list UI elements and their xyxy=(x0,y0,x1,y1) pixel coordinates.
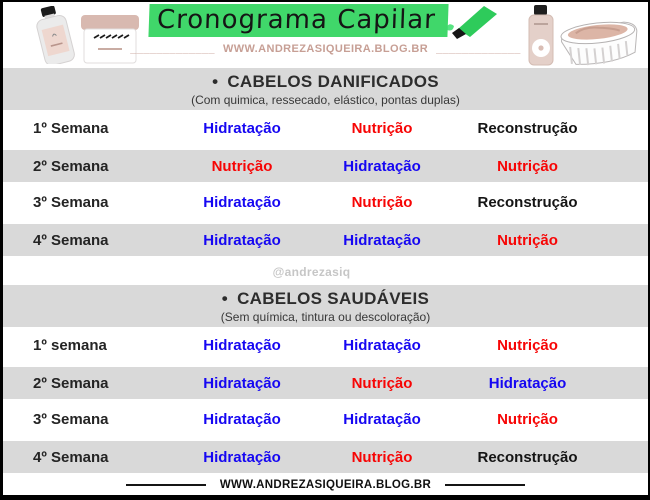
treatment-cell: Hidratação xyxy=(203,411,281,428)
page-title: Cronograma Capilar xyxy=(148,4,448,37)
week-label: 1º semana xyxy=(33,337,107,354)
table-row xyxy=(3,438,648,475)
treatment-cell: Hidratação xyxy=(343,231,421,249)
table-row xyxy=(3,221,648,258)
week-label: 4º Semana xyxy=(33,448,109,466)
treatment-cell: Hidratação xyxy=(203,448,281,466)
week-label: 2º Semana xyxy=(33,157,109,175)
treatment-cell: Hidratação xyxy=(343,337,421,354)
bullet-icon: • xyxy=(212,72,219,91)
top-blog-url-line xyxy=(3,43,648,55)
footer xyxy=(3,475,648,495)
table-row xyxy=(3,110,648,147)
treatment-cell: Reconstrução xyxy=(477,194,578,211)
treatment-cell: Nutrição xyxy=(497,231,558,249)
header xyxy=(3,2,648,68)
treatment-cell: Reconstrução xyxy=(477,120,578,137)
decorative-underscore-line: _____________ xyxy=(436,43,521,55)
section-title: • CABELOS SAUDÁVEIS xyxy=(221,289,430,308)
table-row xyxy=(3,364,648,401)
title-block xyxy=(3,4,648,55)
treatment-cell: Reconstrução xyxy=(477,448,578,466)
blog-url-bottom: WWW.ANDREZASIQUEIRA.BLOG.BR xyxy=(219,479,432,491)
section-header-saudaveis xyxy=(3,285,648,327)
week-label: 4º Semana xyxy=(33,231,109,249)
week-label: 2º Semana xyxy=(33,374,109,392)
treatment-cell: Nutrição xyxy=(497,411,558,428)
treatment-cell: Nutrição xyxy=(211,157,273,175)
section-subtitle: (Com quimica, ressecado, elástico, pontas duplas) xyxy=(191,93,460,107)
week-label: 1º Semana xyxy=(33,120,109,137)
treatment-cell: Hidratação xyxy=(203,337,281,354)
treatment-cell: Hidratação xyxy=(203,231,281,249)
section-header-danificados xyxy=(3,68,648,110)
treatment-cell: Nutrição xyxy=(497,337,558,354)
decorative-underscore-line: _____________ xyxy=(130,43,215,55)
footer-line-right xyxy=(445,484,525,486)
section-subtitle: (Sem química, tintura ou descoloração) xyxy=(220,310,431,324)
highlighter-marker-icon xyxy=(444,3,502,39)
treatment-cell: Hidratação xyxy=(488,374,567,392)
week-label: 3º Semana xyxy=(33,194,109,211)
table-row xyxy=(3,327,648,364)
treatment-cell: Hidratação xyxy=(343,411,421,428)
table-row xyxy=(3,147,648,184)
treatment-cell: Hidratação xyxy=(343,157,421,175)
instagram-watermark: @andrezasiq xyxy=(272,264,351,279)
table-row xyxy=(3,401,648,438)
treatment-cell: Nutrição xyxy=(497,157,558,175)
treatment-cell: Hidratação xyxy=(203,374,281,392)
treatment-cell: Nutrição xyxy=(351,448,413,466)
table-row xyxy=(3,184,648,221)
treatment-cell: Nutrição xyxy=(351,194,413,211)
section-title: • CABELOS DANIFICADOS xyxy=(212,72,439,91)
treatment-cell: Nutrição xyxy=(351,120,413,137)
treatment-cell: Hidratação xyxy=(203,194,281,211)
watermark-band xyxy=(3,258,648,285)
treatment-cell: Nutrição xyxy=(351,374,413,392)
blog-url-top: WWW.ANDREZASIQUEIRA.BLOG.BR xyxy=(222,43,429,55)
week-label: 3º Semana xyxy=(33,411,109,428)
footer-line-left xyxy=(126,484,206,486)
bullet-icon: • xyxy=(221,289,229,308)
treatment-cell: Hidratação xyxy=(203,120,281,137)
